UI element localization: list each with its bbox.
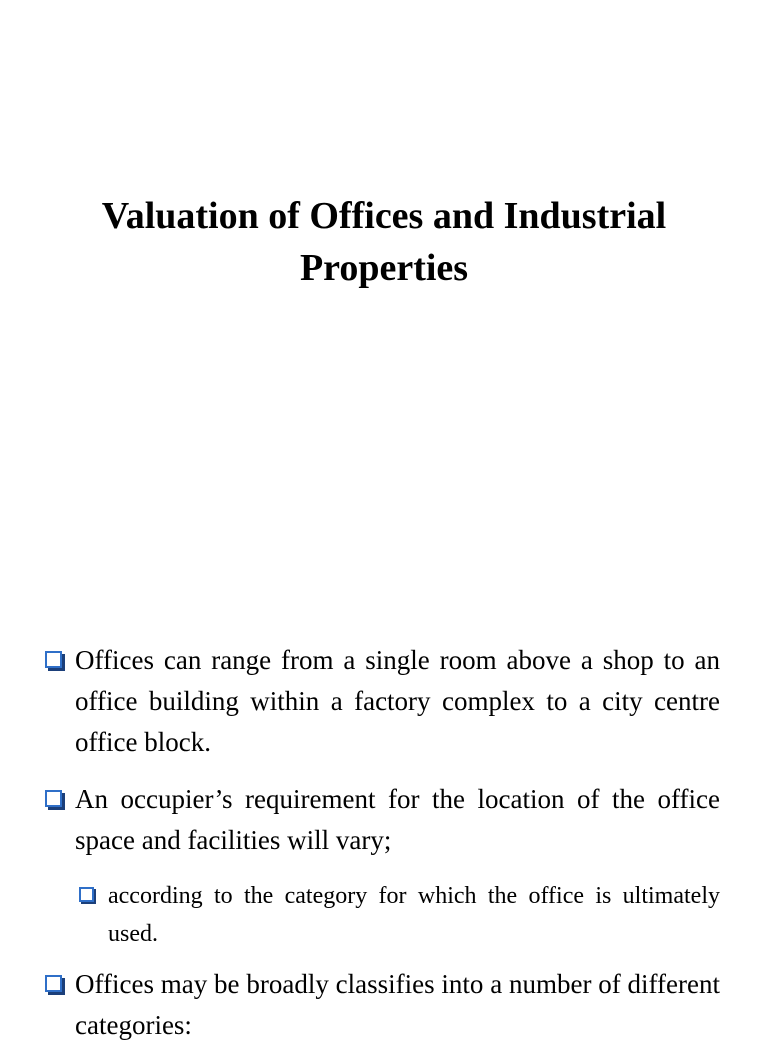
bullet-item (44, 640, 720, 763)
bullet-text: An occupier’s requirement for the location of the office space and facilities will vary; (75, 784, 720, 855)
slide-title-area (0, 190, 768, 300)
bullet-item (44, 964, 720, 1046)
bullet-text: Offices may be broadly classifies into a number of different categories: (75, 969, 720, 1040)
bullet-list (44, 640, 720, 1062)
bullet-text: Offices can range from a single room above a shop to an office building within a factory complex to a city centre office block. (75, 645, 720, 757)
sub-bullet-text: according to the category for which the office is ultimately used. (108, 883, 720, 947)
checkbox-square-icon (79, 887, 94, 902)
slide-title-line-2: Properties (299, 247, 469, 289)
checkbox-square-icon (45, 790, 62, 807)
sub-bullet-item (78, 877, 720, 953)
slide-title-line-1: Valuation of Offices and Industrial (101, 195, 667, 237)
bullet-item (44, 779, 720, 861)
checkbox-square-icon (45, 975, 62, 992)
slide-title (0, 190, 768, 294)
checkbox-square-icon (45, 651, 62, 668)
